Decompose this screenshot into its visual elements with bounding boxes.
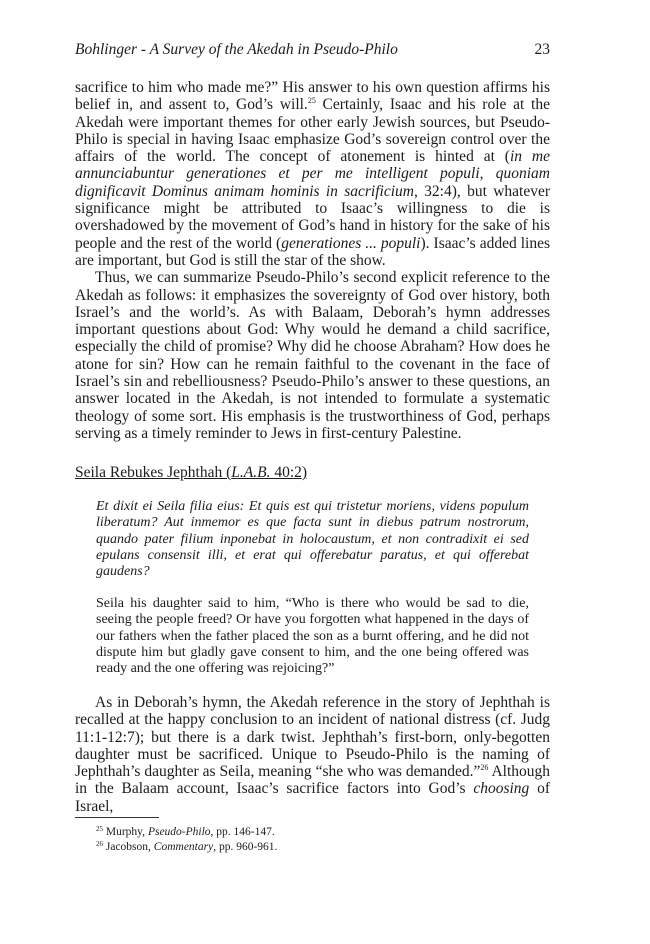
footnote-number: 25 [96, 825, 103, 833]
heading-text: Seila Rebukes Jephthah ( [75, 464, 232, 481]
page-number: 23 [534, 41, 550, 58]
text-run: Certainly, Isaac and his role at the Akedah were important themes for other early Jewish sources, but Pseudo-Philo is special in having Isaac emphasize God’s sovereign control over the affairs of the world. The concept of atonement is hinted at ( [75, 96, 550, 166]
text-run: of Israel, [75, 780, 550, 815]
footnote-ref: 25 [307, 96, 316, 106]
english-block-quote: Seila his daughter said to him, “Who is there who would be sad to die, seeing the people freed? Or have you forgotten what happened in the days of our fathers when the father placed the son as a burnt offering, and he did not dispute him but gladly gave consent to him, and the one being offered was ready and the one offering was rejoicing?” [96, 596, 529, 677]
text-run: As in Deborah’s hymn, the Akedah reference in the story of Jephthah is recalled at the happy conclusion to an incident of national distress (cf. Judg 11:1-12:7); but there is a dark twist. Jephthah’s first-born, only-begotten daughter must be sacrificed. Unique to Pseudo-Philo is the naming of Jephthah’s daughter as Seila, meaning “she who was demanded.” [75, 694, 550, 781]
footnote [96, 840, 277, 855]
section-heading [75, 464, 307, 482]
text-run: ). Isaac’s added lines are important, but God is still the star of the show. [75, 234, 550, 269]
text-run: Although in the Balaam account, Isaac’s sacrifice factors into God’s [75, 763, 550, 798]
footnote-ref: 26 [480, 763, 489, 773]
footnote-work: Pseudo-Philo [147, 826, 211, 838]
footnote [96, 825, 277, 840]
latin-citation: generationes ... populi [281, 234, 421, 252]
paragraph [75, 79, 550, 269]
footnote-text: Jacobson, [103, 841, 154, 853]
latin-citation: in me annunciabuntur generationes et per me intelligent populi, quoniam dignificavit Dominus animam hominis in sacrificium [75, 148, 550, 200]
footnote-text: , pp. 960-961. [213, 841, 278, 853]
latin-block-quote: Et dixit ei Seila filia eius: Et quis est qui tristetur moriens, videns populum liberatum? Aut inmemor es que facta sunt in diebus patrum nostrorum, quando pater filium inponebat in holocaustum, et non contradixit ei sed epulans consensit illi, et erat qui offerebatur paratus, et qui offerebat gaudens? [96, 499, 529, 580]
footnote-divider [75, 817, 159, 818]
text-run: sacrifice to him who made me?” His answer to his own question affirms his belief in, and assent to, God’s will. [75, 79, 550, 114]
heading-work: L.A.B. [231, 464, 271, 481]
heading-ref: 40:2) [270, 464, 308, 481]
footnote-text: , pp. 146-147. [210, 826, 275, 838]
paragraph [75, 694, 550, 815]
footnote-work: Commentary [153, 841, 214, 853]
running-header [75, 41, 550, 61]
paragraph: Thus, we can summarize Pseudo-Philo’s second explicit reference to the Akedah as follows: it emphasizes the sovereignty of God over history, both Israel’s and the world’s. As with Balaam, Deborah’s hymn addresses important questions about God: Why would he demand a child sacrifice, especially the child of promise? Why did he choose Abraham? How does he atone for sin? How can he remain faithful to the covenant in the face of Israel’s sin and rebelliousness? Pseudo-Philo’s answer to these questions, an answer located in the Akedah, is not intended to formulate a systematic theology of some sort. His emphasis is the trustworthiness of God, perhaps serving as a timely reminder to Jews in first-century Palestine. [75, 269, 550, 442]
running-title: Bohlinger - A Survey of the Akedah in Pseudo-Philo [75, 41, 398, 58]
footnotes [96, 825, 277, 855]
footnote-number: 26 [96, 840, 103, 848]
text-run: , 32:4), but whatever significance might be attributed to Isaac’s willingness to die is overshadowed by the movement of God’s hand in history for the sake of his people and the rest of the world ( [75, 182, 551, 252]
footnote-text: Murphy, [103, 826, 148, 838]
body-text-continued [75, 694, 550, 815]
emphasis: choosing [473, 780, 530, 798]
body-text [75, 79, 550, 442]
